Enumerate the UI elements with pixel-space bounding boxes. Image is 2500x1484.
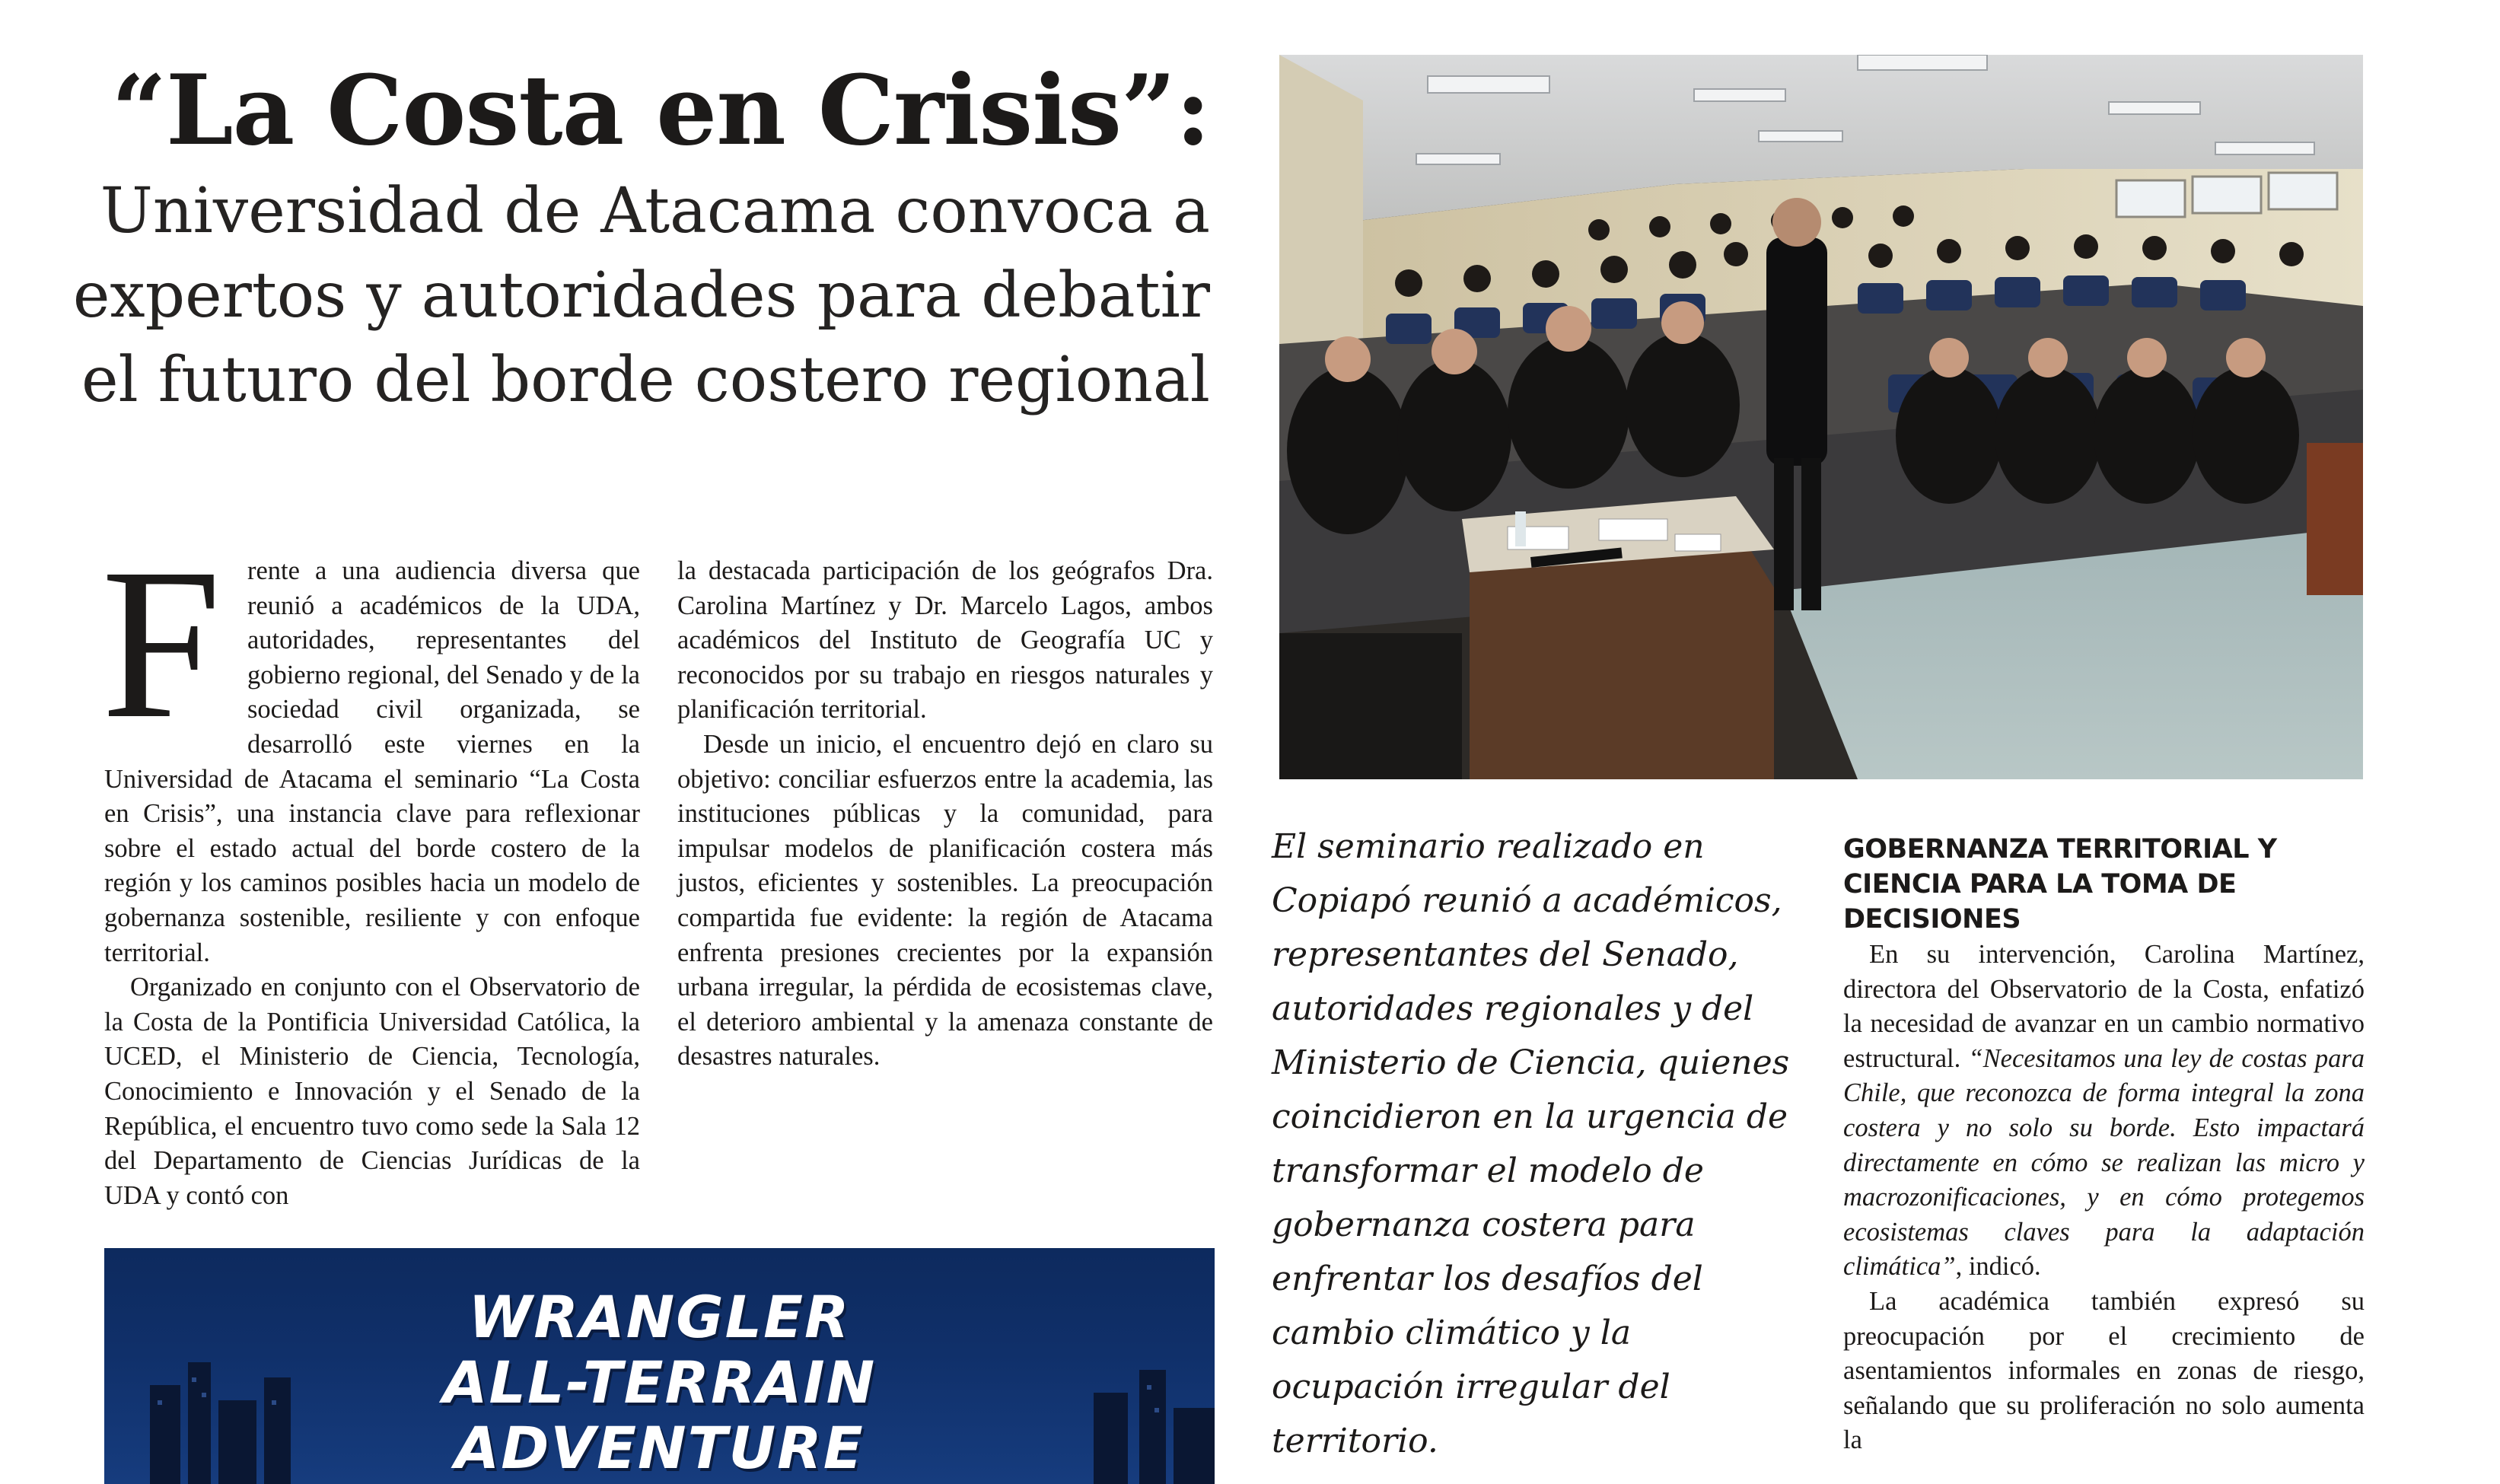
column-1-paragraph-2: Organizado en conjunto con el Observatorio de la Costa de la Pontificia Universidad Católica, la UCED, el Ministerio de Ciencia, Tecnología, Conocimiento e Innovación y el Senado de la República, el encuentro tuvo como sede la Sala 12 del Departamento de Ciencias Jurídicas de la UDA y contó con xyxy=(104,973,640,1210)
section-heading: GOBERNANZA TERRITORIAL Y CIENCIA PARA LA TOMA DE DECISIONES xyxy=(1843,834,2277,935)
ad-line-2: ALL-TERRAIN xyxy=(442,1349,877,1416)
column-2-paragraph-2: Desde un inicio, el encuentro dejó en claro su objetivo: conciliar esfuerzos entre la academia, las instituciones públicas y la comunidad, para impulsar modelos de planificación costera más justos, eficientes y sostenibles. La preocupación compartida fue evidente: la región de Atacama enfrenta presiones crecientes por la expansión urbana irregular, la pérdida de ecosistemas clave, el deterioro ambiental y la amenaza constante de desastres naturales. xyxy=(677,729,1213,1072)
ad-line-3: ADVENTURE xyxy=(454,1414,865,1482)
column-3-paragraph-1-tail: , indicó. xyxy=(1955,1252,2041,1282)
article-column-3 xyxy=(1843,938,2365,1458)
advertisement[interactable] xyxy=(104,1248,1215,1484)
article-column-2 xyxy=(677,554,1213,1075)
column-3-paragraph-2: La académica también expresó su preocupación por el crecimiento de asentamientos informales en zonas de riesgo, señalando que su proliferación no solo aumenta la xyxy=(1843,1286,2365,1455)
column-2-paragraph-1: la destacada participación de los geógrafos Dra. Carolina Martínez y Dr. Marcelo Lagos, ambos académicos del Instituto de Geografía UC y reconocidos por su trabajo en riesgos naturales y planificación territorial. xyxy=(677,556,1213,724)
drop-cap: F xyxy=(101,524,221,763)
column-1-paragraph-1: rente a una audiencia diversa que reunió a académicos de la UDA, autoridades, representantes del gobierno regional, del Senado y de la sociedad civil organizada, se desarrolló este viernes en la Universidad de Atacama el seminario “La Costa en Crisis”, una instancia clave para reflexionar sobre el estado actual del borde costero de la región y los caminos posibles hacia un modelo de gobernanza sostenible, resiliente y con enfoque territorial. xyxy=(104,556,640,967)
pull-quote: El seminario realizado en Copiapó reunió a académicos, representantes del Senado, autoridades regionales y del Ministerio de Ciencia, quienes coincidieron en la urgencia de transformar el modelo de gobernanza costera para enfrentar los desafíos del cambio climático y la ocupación irregular del territorio. xyxy=(1272,827,1790,1460)
column-3-quote: “Necesitamos una ley de costas para Chile, que reconozca de forma integral la zona costera y no solo su borde. Esto impactará directamente en cómo se realizan las micro y macrozonificaciones, y en cómo protegemos ecosistemas claves para la adaptación climática” xyxy=(1843,1043,2365,1282)
seminar-photo xyxy=(1279,55,2363,779)
headline-subtitle: Universidad de Atacama convoca a expertos y autoridades para debatir el futuro del borde costero regional xyxy=(72,175,1210,416)
column-3-paragraph-1-lead: En su intervención, Carolina Martínez, directora del Observatorio de la Costa, enfatizó la necesidad de avanzar en un cambio normativo estructural. xyxy=(1843,940,2365,1073)
ad-line-1: WRANGLER xyxy=(468,1283,851,1351)
ad-headline xyxy=(104,1285,1215,1481)
headline-title: “La Costa en Crisis”: xyxy=(111,54,1210,167)
article-column-1 xyxy=(101,524,640,1213)
